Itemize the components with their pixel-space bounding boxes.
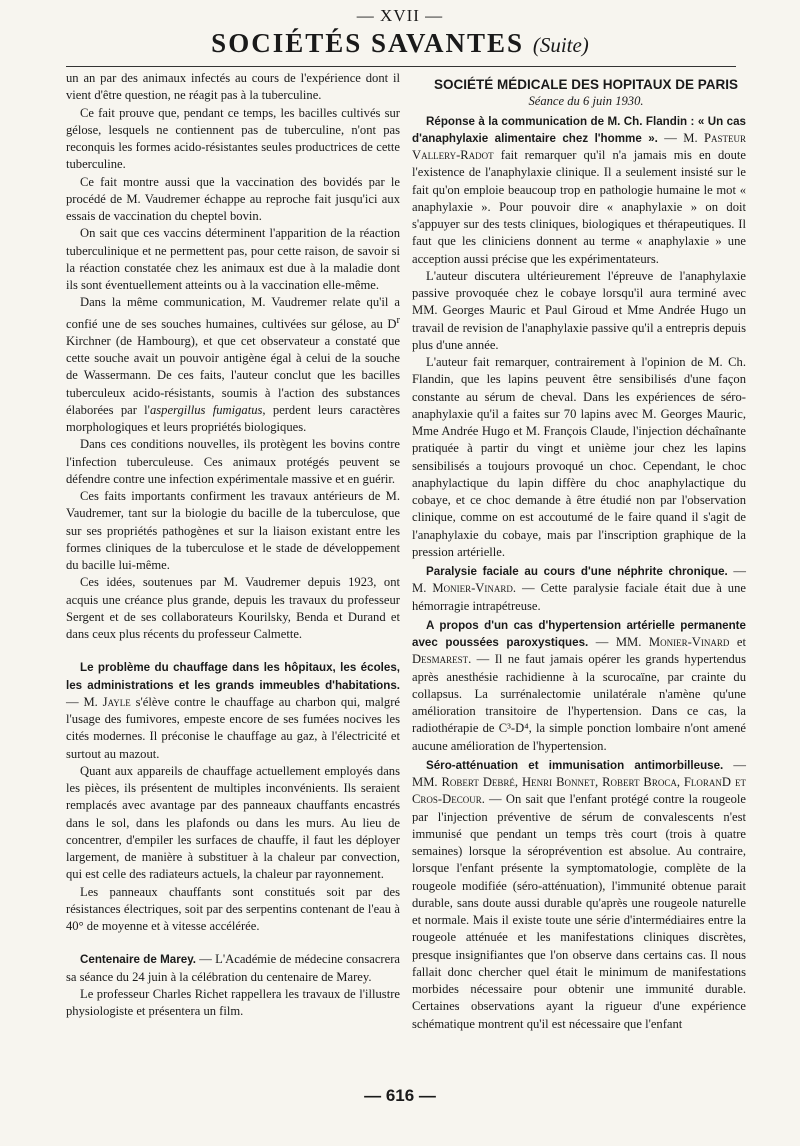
section-heading: Centenaire de Marey. (80, 953, 197, 967)
text-run: — MM. (588, 635, 649, 649)
header-rule (66, 66, 736, 67)
text-run: et (729, 635, 746, 649)
italic-term: aspergillus fumigatus (149, 402, 263, 417)
section-marey (66, 951, 400, 986)
section-heading: Séro-atténuation et immunisation antimorbilleuse. (426, 758, 724, 772)
author-name: Monier-Vinard (432, 581, 513, 596)
paragraph: Quant aux appareils de chauffage actuellement employés dans les pièces, ils présentent de multiples inconvénients. Ils seraient remplacés avec avantage par des panneaux chauffants encastrés dans le sol, dans les plafonds ou dans les murs. Au lieu de concentrer, d'empiler les surfaces de chauffe, il faut les déployer largement, de manière à substituer à la chaleur par convection, qui est celle des radiateurs actuels, la chaleur par rayonnement. (66, 763, 400, 882)
paragraph: On sait que ces vaccins déterminent l'apparition de la réaction tuberculinique et ne permettent pas, pour cette raison, de savoir si la réaction constatée chez les animaux est due à la maladie dont ils sont éventuellement atteints ou à la vaccination elle-même. (66, 226, 400, 292)
section-heading: Le problème du chauffage dans les hôpitaux, les écoles, les administrations et les grands immeubles d'habitations. (66, 661, 400, 692)
paragraph: Ce fait prouve que, pendant ce temps, les bacilles cultivés sur gélose, lesquels ne contiennent pas de tuberculine, n'ont pas reconquis les formes acido-résistantes seules productrices de cette tuberculine. (66, 105, 400, 172)
superscript: r (396, 314, 400, 326)
section-heading: A propos d'un cas d'hypertension artérielle permanente avec poussées paroxystiques. (412, 618, 746, 649)
text-run: s'élève contre le chauffage au charbon qui, malgré l'usage des fumivores, empeste encore de ses fumées nocives les cités modernes. Il préconise le chauffage au gaz, à l'électricité et surtout au mazout. (66, 694, 400, 761)
page-number: — 616 — (364, 1086, 436, 1105)
paragraph: Le professeur Charles Richet rappellera les travaux de l'illustre physiologiste et présentera un film. (66, 986, 400, 1019)
section-flandin (412, 113, 746, 268)
section-chauffage (66, 659, 400, 763)
title-text: SOCIÉTÉS SAVANTES (211, 28, 525, 58)
text-run: . — Il ne faut jamais opérer les grands hypertendus après anesthésie rachidienne à la scurocaïne, par crainte du collapsus. La surrénalectomie unilatérale n'amène qu'une amélioration transitoire de l'hypertension. Dans ce cas, la radiothérapie de C³-D⁴, la simple ponction lombaire n'ont amené aucune amélioration de l'hypertension. (412, 652, 746, 753)
paragraph: L'auteur fait remarquer, contrairement à l'opinion de M. Ch. Flandin, que les lapins peuvent être sensibilisés d'une façon constante au sérum de cheval. Dans les expériences de séro-anaphylaxie qu'il a faites sur 70 lapins avec M. Georges Mauric, Mme Andrée Hugo et M. François Claude, l'injection déchaînante pratiquée à partir du vingt et unième jour chez les lapins sensibilisés a toujours provoqué un choc. Cependant, le choc anaphylactique du lapin diffère du choc anaphylactique du cobaye, et ce choc demande à être étudié non par l'observation clinique, comme on est accoutumé de le faire quand il s'agit de l'anaphylaxie du cobaye, mais par l'inscription graphique de la pression artérielle. (412, 355, 746, 559)
paragraph: un an par des animaux infectés au cours de l'expérience dont il vient d'être question, ne réagit pas à la tuberculine. (66, 71, 400, 103)
text-run: Kirchner (de Hambourg), et que cet observateur a constaté que cette souche avait un pouvoir antigène égal à celui de la souche de Wassermann. De ces faits, l'auteur conclut que les bacilles tuberculeux acido-résistants, soumis à l'action des substances élaborées par l' (66, 333, 400, 417)
text-run: — M. (66, 694, 103, 709)
author-name: Pasteur Vallery-Radot (412, 130, 747, 162)
seance-date: Séance du 6 juin 1930. (528, 94, 644, 109)
section-sero (412, 757, 746, 1033)
left-column (66, 70, 400, 1020)
section-heading: Réponse à la communication de M. Ch. Flandin : « Un cas d'anaphylaxie alimentaire chez l'homme ». (412, 114, 746, 145)
paragraph: Dans ces conditions nouvelles, ils protègent les bovins contre l'infection tuberculeuse. Ces animaux protégés peuvent se défendre contre une infection expérimentale massive et en guérir. (66, 437, 400, 486)
section-heading: Paralysie faciale au cours d'une néphrite chronique. (426, 565, 728, 578)
text-run: — M. (657, 130, 704, 145)
author-name: Jayle (102, 694, 131, 709)
section-hypertension (412, 617, 746, 755)
text-run: Dans la même communication, M. Vaudremer relate qu'il a confié une de ses souches humaines, cultivées sur gélose, au D (66, 295, 400, 331)
paragraph: Ces faits importants confirment les travaux antérieurs de M. Vaudremer, tant sur la biologie du bacille de la tuberculose, que sur ses propriétés pathogènes et sur la liaison existant entre les formes cliniques de la tuberculose et le stade de développement du bacille lui-même. (66, 489, 400, 573)
author-name: Monier-Vinard (648, 635, 730, 649)
text-run: . — On sait que l'enfant protégé contre la rougeole par l'injection préventive de sérum de convalescents n'est immunisé que pendant un temps très court (trois à quatre semaines) lorsque la séroprévention est absolue. Au contraire, lorsque l'enfant présente la symptomatologie, complète de la rougeole modifiée (séro-atténuation), l'immunité obtenue parait durable, sans doute aussi durable qu'après une rougeole naturelle et normale. Mais il existe toute une série d'intermédiaires entre la rougeole atténuée et les manifestations cliniques discrètes, presque insignifiantes que l'on observe dans certains cas. Il nous fallait donc chercher quel était le minimum de manifestations morbides nécessaire pour obtenir une immunité durable. Certaines observations ayant la rigueur d'une expérience schématique montrent qu'il est nécessaire que l'enfant (412, 792, 746, 1031)
paragraph: Ce fait montre aussi que la vaccination des bovidés par le procédé de M. Vaudremer échappe au reproche fait jusqu'ici aux essais de vaccination du cheptel bovin. (66, 174, 400, 223)
title-suite: (Suite) (532, 33, 589, 57)
paragraph: L'auteur discutera ultérieurement l'épreuve de l'anaphylaxie passive provoquée chez le cobaye lorsqu'il aura terminé avec MM. Georges Mauric et Paul Giroud et Mme Andrée Hugo un travail de revision de l'anaphylaxie passive qu'il a entrepris depuis plus d'une année. (412, 268, 746, 352)
paragraph: Les panneaux chauffants sont constitués soit par des résistances électriques, soit par des serpentins contenant de l'eau à 40° de moyenne et à vitesse accélérée. (66, 884, 400, 934)
section-paralysie (412, 563, 746, 615)
paragraph (66, 294, 400, 436)
paragraph: Ces idées, soutenues par M. Vaudremer depuis 1923, ont acquis une créance plus grande, depuis les travaux du professeur Sergent et de ses collaborateurs Kourilsky, Benda et Durand et dans ceux plus récents du professeur Calmette. (66, 575, 400, 642)
text-run: — M. (412, 564, 746, 596)
right-column (412, 76, 746, 1033)
page-number-roman: — XVII — (356, 6, 444, 25)
text-run: — L'Académie de médecine consacrera sa séance du 24 juin à la célébration du centenaire de Marey. (66, 952, 400, 984)
text-run: fait remarquer qu'il n'a jamais mis en doute l'existence de l'anaphylaxie clinique. Il a seulement insisté sur le fait qu'on emploie beaucoup trop en pathologie humaine le mot « anaphylaxie ». Pour pouvoir dire « anaphylaxie » on doit s'appuyer sur des tests cliniques, biologiques et thérapeutiques. Il faut que les cliniciens donnent au terme « anaphylaxie » une acception aussi précise que les expérimentateurs. (412, 148, 746, 266)
text-run: , perdent leurs caractères morphologiques et leurs propriétés biologiques. (66, 402, 400, 435)
society-title: SOCIÉTÉ MÉDICALE DES HOPITAUX DE PARIS (433, 77, 739, 92)
text-run: . — Cette paralysie faciale était due à une hémorragie intrapétreuse. (412, 581, 746, 613)
author-name: Desmarest (412, 652, 469, 667)
page-title (0, 28, 800, 59)
text-run: — MM. (412, 757, 746, 789)
author-names: Robert Debré, Henri Bonnet, Robert Broca, FloranD et Cros-Decour (412, 775, 746, 807)
